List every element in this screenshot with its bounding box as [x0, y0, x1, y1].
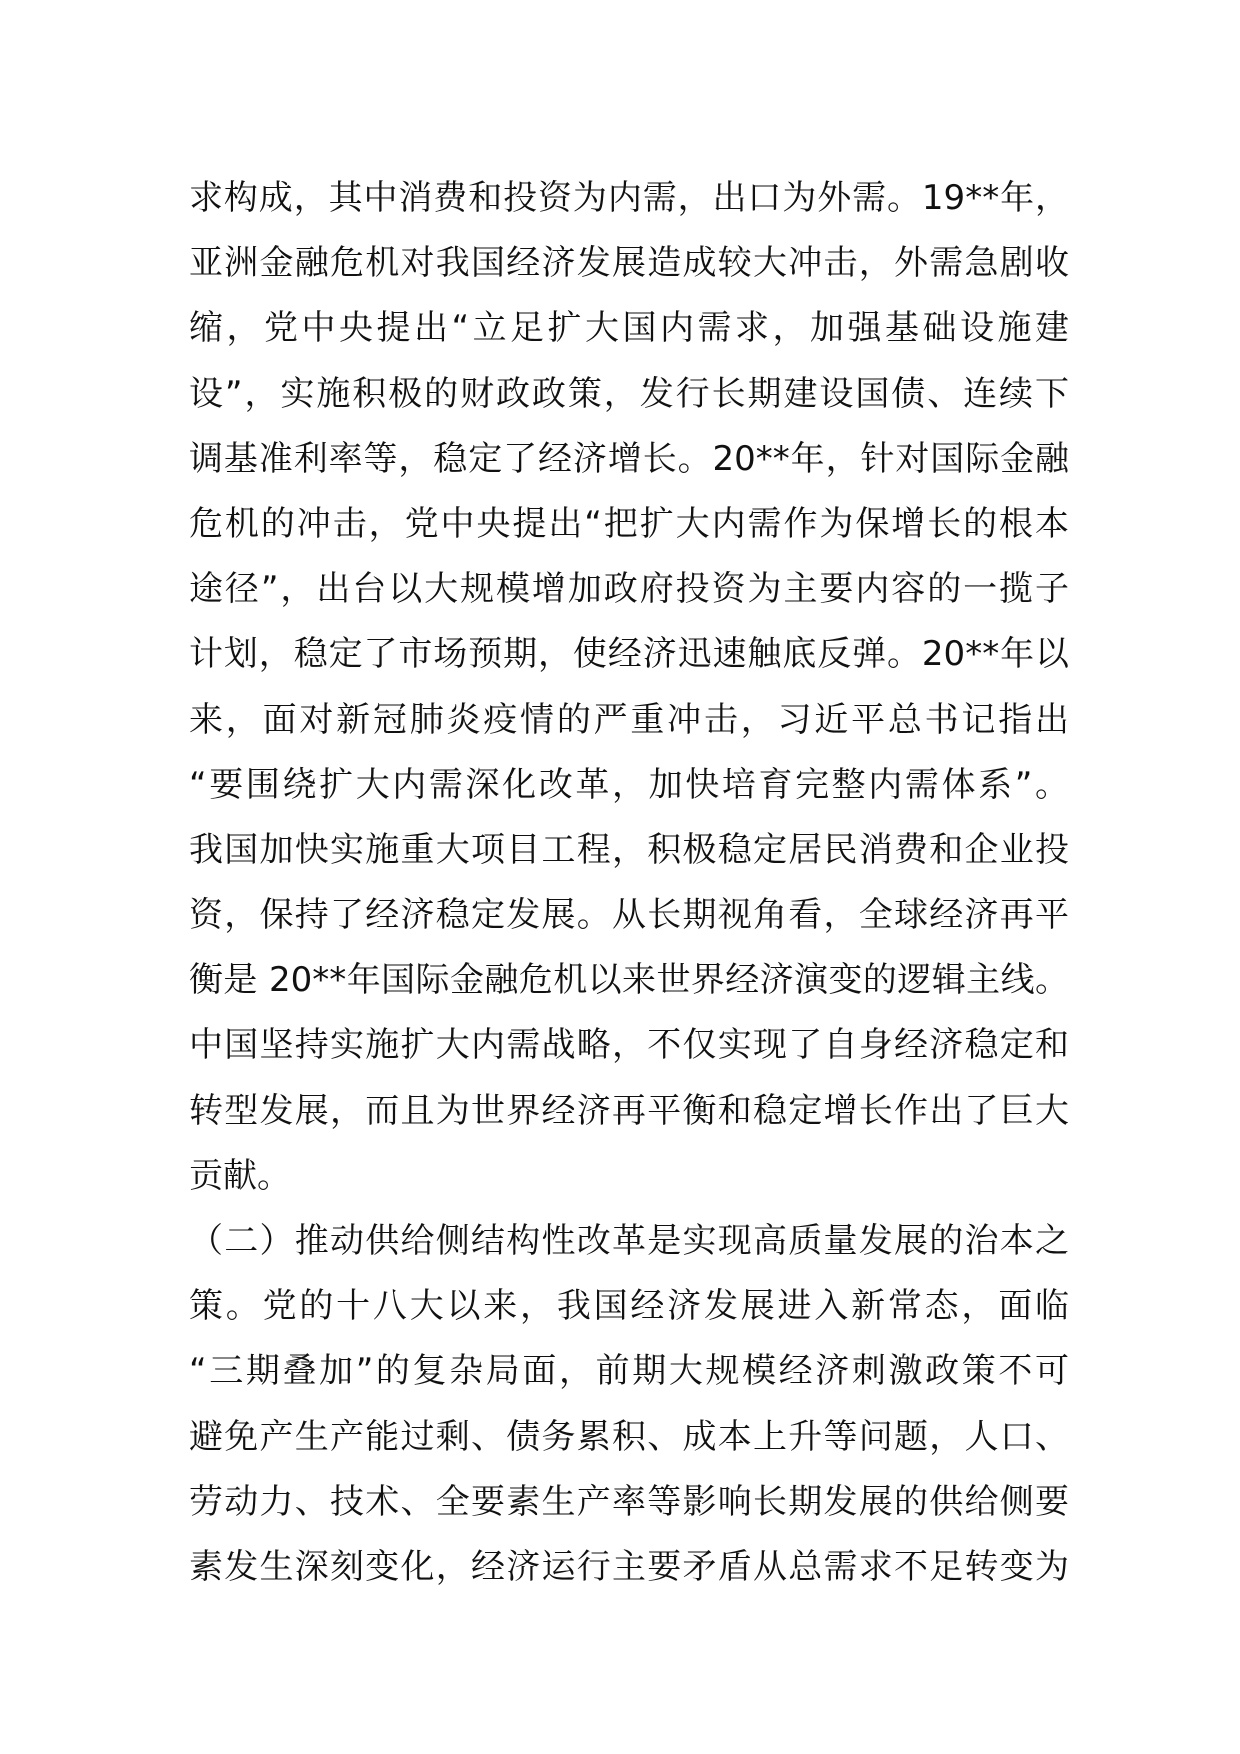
text-line-18: 策。党的十八大以来，我国经济发展进入新常态，面临	[189, 1286, 1069, 1327]
text-line-8: 计划，稳定了市场预期，使经济迅速触底反弹。20**年以	[189, 634, 1069, 675]
text-line-14: 中国坚持实施扩大内需战略，不仅实现了自身经济稳定和	[189, 1025, 1069, 1066]
text-line-5: 调基准利率等，稳定了经济增长。20**年，针对国际金融	[189, 438, 1069, 479]
text-line-12: 资，保持了经济稳定发展。从长期视角看，全球经济再平	[189, 895, 1069, 936]
text-line-15: 转型发展，而且为世界经济再平衡和稳定增长作出了巨大	[189, 1090, 1069, 1131]
text-line-4: 设”，实施积极的财政政策，发行长期建设国债、连续下	[189, 373, 1069, 414]
text-line-2: 亚洲金融危机对我国经济发展造成较大冲击，外需急剧收	[189, 243, 1069, 284]
text-line-7: 途径”，出台以大规模增加政府投资为主要内容的一揽子	[189, 569, 1069, 610]
body-text	[189, 166, 1069, 1600]
text-line-10: “要围绕扩大内需深化改革，加快培育完整内需体系”。	[189, 764, 1069, 805]
text-line-6: 危机的冲击，党中央提出“把扩大内需作为保增长的根本	[189, 503, 1069, 544]
text-line-21: 劳动力、技术、全要素生产率等影响长期发展的供给侧要	[189, 1481, 1069, 1522]
text-line-20: 避免产生产能过剩、债务累积、成本上升等问题，人口、	[189, 1416, 1069, 1457]
section-heading-line: （二）推动供给侧结构性改革是实现高质量发展的治本之	[189, 1221, 1069, 1261]
text-line-13: 衡是 20**年国际金融危机以来世界经济演变的逻辑主线。	[189, 960, 1069, 1001]
text-line-1: 求构成，其中消费和投资为内需，出口为外需。19**年，	[189, 178, 1069, 218]
text-line-19: “三期叠加”的复杂局面，前期大规模经济刺激政策不可	[189, 1351, 1069, 1392]
text-line-11: 我国加快实施重大项目工程，积极稳定居民消费和企业投	[189, 829, 1069, 870]
text-line-3: 缩，党中央提出“立足扩大国内需求，加强基础设施建	[189, 308, 1069, 349]
text-line-16: 贡献。	[189, 1155, 291, 1196]
text-line-22: 素发生深刻变化，经济运行主要矛盾从总需求不足转变为	[189, 1546, 1069, 1587]
text-line-9: 来，面对新冠肺炎疫情的严重冲击，习近平总书记指出	[189, 699, 1069, 740]
